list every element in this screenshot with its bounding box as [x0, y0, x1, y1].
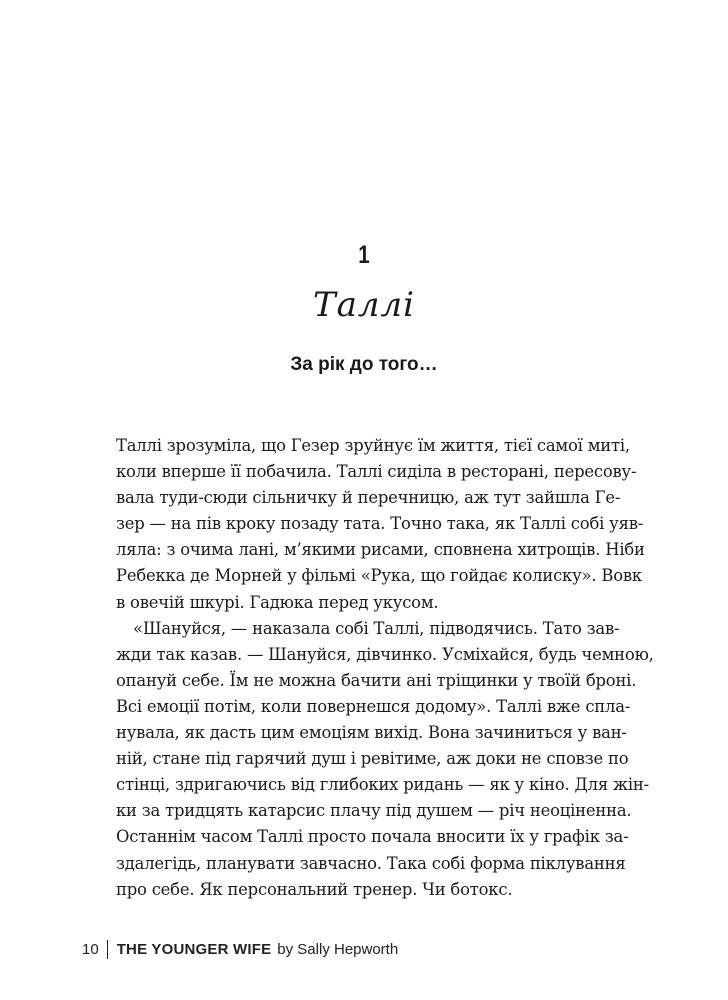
- text-line: вала туди-сюди сільничку й перечницю, аж тут зайшла Ге-: [116, 488, 621, 508]
- text-line: жди так казав. — Шануйся, дівчинко. Усміхайся, будь чемною,: [116, 644, 654, 664]
- text-line: Таллі зрозуміла, що Гезер зруйнує їм життя, тієї самої миті,: [116, 436, 630, 455]
- text-line: зер — на пів кроку позаду тата. Точно така, як Таллі собі уяв-: [116, 514, 644, 534]
- text-line: опануй себе. Їм не можна бачити ані тріщинки у твоїй броні.: [116, 670, 637, 690]
- text-line: ки за тридцять катарсис плачу під душем — річ неоціненна.: [116, 801, 632, 821]
- book-title: THE YOUNGER WIFE: [116, 940, 272, 958]
- body-text: [116, 433, 654, 903]
- text-line: здалегідь, планувати завчасно. Така собі форма піклування: [116, 853, 626, 873]
- text-line: «Шануйся, — наказала собі Таллі, підводячись. Тато зав-: [133, 618, 620, 638]
- page-number: 10: [82, 940, 99, 958]
- book-author: by Sally Hepworth: [277, 940, 399, 958]
- text-line: Всі емоції потім, коли повернешся додому». Таллі вже спла-: [116, 696, 631, 716]
- chapter-title: Таллі: [312, 285, 416, 325]
- text-line: Останнім часом Таллі просто почала вносити їх у графік за-: [116, 827, 629, 847]
- text-line: ляла: з очима лані, м’якими рисами, сповнена хитрощів. Ніби: [116, 540, 645, 560]
- text-line: коли вперше її побачила. Таллі сиділа в ресторані, пересову-: [116, 462, 637, 482]
- text-line: про себе. Як персональний тренер. Чи ботокс.: [116, 879, 513, 899]
- text-line: Ребекка де Морней у фільмі «Рука, що гойдає колиску». Вовк: [116, 566, 642, 586]
- page-footer: [82, 937, 398, 961]
- text-line: нувала, як дасть цим емоціям вихід. Вона зачиниться у ван-: [116, 723, 627, 743]
- text-line: стінці, здригаючись від глибоких ридань — як у кіно. Для жін-: [116, 775, 649, 795]
- chapter-subtitle: За рік до того…: [290, 354, 438, 375]
- text-line: ній, стане під гарячий душ і ревітиме, аж доки не сповзе по: [116, 749, 629, 769]
- text-line: в овечій шкурі. Гадюка перед укусом.: [116, 592, 439, 612]
- chapter-number: 1: [358, 241, 370, 269]
- footer-divider: [107, 940, 108, 959]
